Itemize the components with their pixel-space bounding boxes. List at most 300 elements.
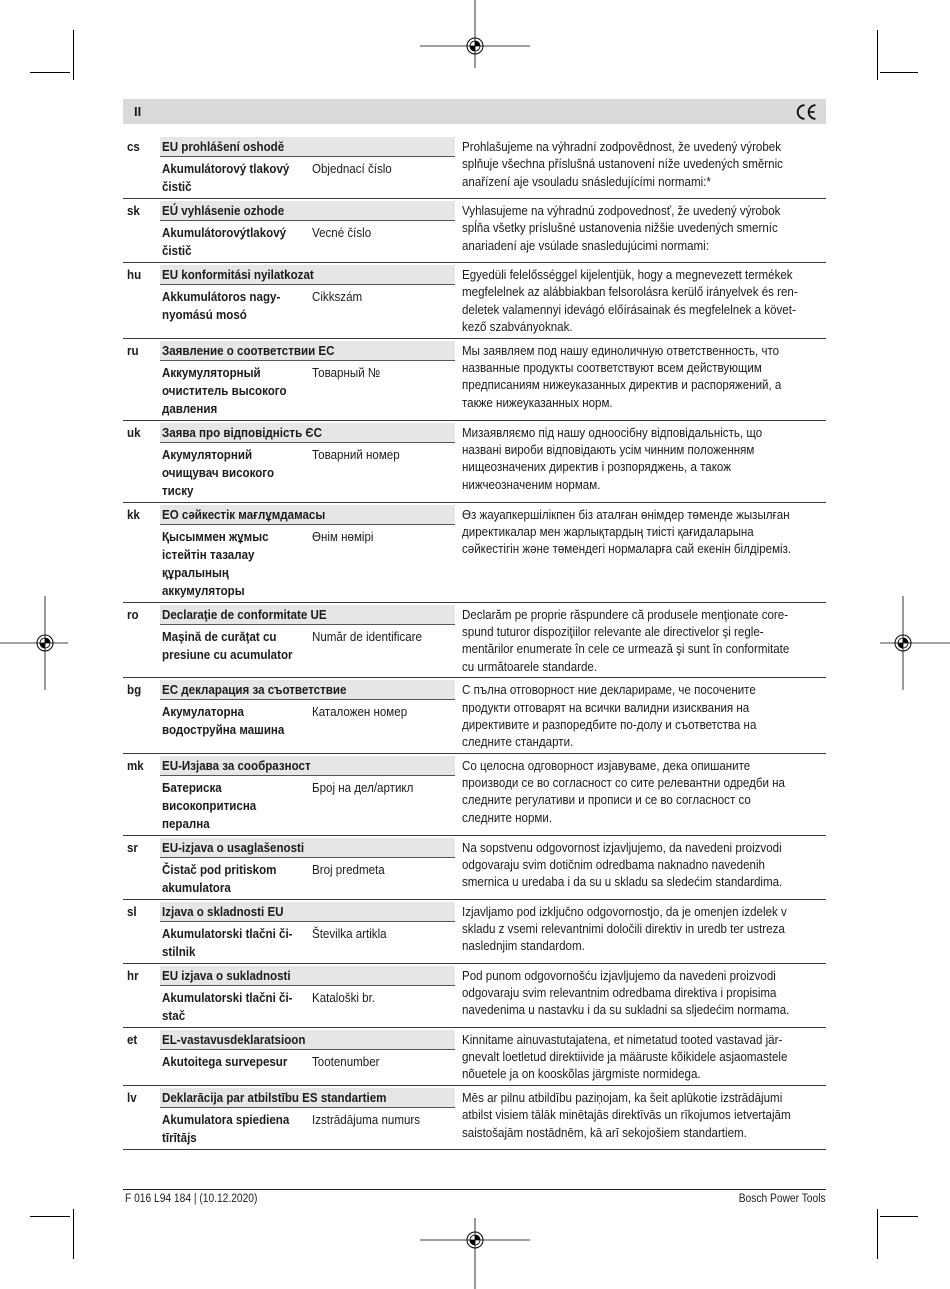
language-code [123,201,160,260]
document-number-text: F 016 L94 184 | (10.12.2020) [125,1193,258,1205]
statement-text: сәйкестігін және төмендегі нормаларға сай екенін білдіреміз. [462,541,792,557]
product-name-line [162,1111,312,1129]
declaration-title [160,423,455,443]
statement-line [462,523,826,540]
item-number-label-text: Tootenumber [312,1053,380,1069]
item-number-label-text: Cikkszám [312,289,363,304]
product-name-text: Čistač pod pritiskom [162,861,277,877]
statement-text: Мизаявляємо під нашу одноосібну відповідальність, що [462,424,763,440]
declaration-title [160,605,455,625]
language-code-text: hu [127,267,142,282]
item-number-label-text: Каталожен номер [312,704,408,720]
ce-mark-icon [794,103,818,121]
language-code [123,341,160,418]
product-name-text: nyomású mosó [162,307,247,322]
statement-line [462,219,826,236]
statement-text: odgovaraju svim relevantnim odredbama direktiva i propisima [462,985,777,1001]
product-name-text: Akumulátorovýtlakový [162,225,287,240]
product-name-line [162,224,312,242]
statement-text: Pod punom odgovornošću izjavljujemo da navedeni proizvodi [462,967,776,983]
product-name-line [162,779,312,797]
language-code [123,756,160,833]
product-name-line [162,815,312,833]
product-name-text: Akumulatora spiediena [162,1111,290,1127]
product-name-line [162,242,312,260]
statement-line [462,424,826,441]
declaration-statement [462,265,826,336]
declaration-title [160,1030,455,1050]
language-code [123,137,160,196]
product-table [160,605,455,676]
product-table [160,341,455,418]
crop-mark-top-right [877,30,878,80]
statement-text: Mēs ar pilnu atbildību paziņojam, ka šeit aplūkotie izstrādājumi [462,1089,783,1105]
language-code-text: ro [127,606,139,622]
statement-line [462,476,826,493]
product-name-line [162,628,312,646]
statement-line [462,606,826,623]
product-name-line [162,989,312,1007]
product-name [160,224,312,260]
language-code-text: sl [127,903,137,919]
product-table [160,1088,455,1147]
item-number-label [312,364,389,418]
footer-rule [123,1189,826,1190]
statement-text: Vyhlasujeme na výhradnú zodpovednosť, že uvedený výrobok [462,203,781,218]
statement-line [462,903,826,920]
statement-text: anařízení aje vsouladu snásledujícími normami:* [462,173,711,189]
product-row [160,779,455,833]
product-name-text: Акумуляторний [162,446,253,462]
declaration-table [123,135,826,1150]
declaration-title-text: EÚ vyhlásenie ozhode [162,203,285,218]
product-name [160,446,312,500]
product-name-text: čistič [162,243,192,258]
declaration-title-text: EU-Изјава за сообразност [162,757,311,773]
item-number-label [312,861,394,897]
language-code-text: uk [127,424,141,440]
declaration-statement [462,423,826,500]
product-name-text: akumulatora [162,879,231,895]
statement-line [462,733,826,750]
statement-line [462,716,826,733]
crop-mark-bottom-left [73,1209,74,1259]
statement-text: kező szabványoknak. [462,319,573,335]
statement-line [462,376,826,393]
item-number-label [312,703,419,739]
statement-line [462,237,826,254]
statement-text: нищеозначених директив і розпоряджень, а також [462,459,731,475]
product-name-line [162,925,312,943]
product-name-line [162,160,312,178]
statement-line [462,202,826,219]
declaration-section-ro [123,603,826,679]
declaration-title [160,838,455,858]
product-row [160,989,455,1025]
language-code [123,265,160,336]
statement-line [462,640,826,657]
statement-text: следните стандарти. [462,734,574,750]
statement-line [462,699,826,716]
product-name-line [162,288,312,306]
crop-mark-bottom-right [880,1216,918,1217]
statement-text: splňuje všechna příslušná ustanovení níže uvedených směrnic [462,156,783,172]
statement-text: Мы заявляем под нашу единоличную ответственность, что [462,342,780,358]
product-name-line [162,721,312,739]
item-number-label [312,925,396,961]
statement-text: также нижеуказанных норм. [462,394,613,410]
product-name-line [162,464,312,482]
declaration-title [160,505,455,525]
declaration-section-mk [123,754,826,836]
language-code-text: cs [127,139,140,154]
product-row [160,925,455,961]
product-name [160,364,312,418]
statement-line [462,540,826,557]
declaration-title-text: EU prohlášení oshodě [162,139,285,154]
statement-text: Prohlašujeme na výhradní zodpovědnost, že uvedený výrobek [462,139,782,154]
product-name-line [162,446,312,464]
product-name-text: Akumulátorový tlakový [162,161,290,176]
statement-line [462,873,826,890]
statement-text: nõuetele ja on kooskõlas järgmiste normidega. [462,1066,701,1082]
product-name-line [162,943,312,961]
product-name-text: істейтін тазалау [162,546,255,562]
product-row [160,1111,455,1147]
product-name [160,160,312,196]
product-name-line [162,528,312,546]
product-name-text: перална [162,815,210,831]
item-number-label [312,528,381,600]
declaration-statement [462,756,826,833]
language-code [123,902,160,961]
item-number-label [312,288,368,324]
item-number-label [312,1111,433,1147]
declaration-title [160,137,455,157]
product-name-line [162,306,312,324]
statement-line [462,791,826,808]
declaration-section-uk [123,421,826,503]
declaration-title-text: Заявление о соответствии ЕС [162,342,335,358]
declaration-title [160,1088,455,1108]
declaration-title-text: EU-izjava o usaglašenosti [162,839,305,855]
statement-line [462,155,826,172]
product-name-line [162,1007,312,1025]
statement-line [462,1089,826,1106]
statement-text: spĺňa všetky príslušné ustanovenia nižšie uvedených smerníc [462,220,778,236]
product-name-line [162,797,312,815]
product-row [160,288,455,324]
statement-text: производи се во согласност со сите релевантни одредби на [462,775,785,791]
document-number [125,1192,274,1206]
item-number-label-text: Kataloški br. [312,989,376,1005]
declaration-title [160,341,455,361]
statement-text: директикалар мен жарлықтардың тиісті қағидаларына [462,523,754,539]
statement-line [462,1124,826,1141]
product-name [160,989,312,1025]
statement-text: названі вироби відповідають усім чинним положенням [462,441,755,457]
statement-line [462,394,826,411]
statement-text: директивите и разпоредбите по-долу и съответства на [462,716,757,732]
product-row [160,628,455,664]
declaration-title [160,201,455,221]
statement-line [462,1031,826,1048]
crop-mark-bottom-left [30,1216,70,1217]
product-name-text: presiune cu acumulator [162,646,293,662]
statement-line [462,1048,826,1065]
item-number-label-text: Izstrādājuma numurs [312,1111,421,1127]
declaration-title-text: EL-vastavusdeklaratsioon [162,1031,306,1047]
product-name-line [162,1053,312,1071]
item-number-label-text: Өнім нөмірі [312,528,374,544]
language-code [123,1030,160,1083]
product-name-text: водоструйна машина [162,722,285,738]
statement-text: Izjavljamo pod izključno odgovornostjo, da je omenjen izdelek v [462,903,787,919]
product-name-text: аккумуляторы [162,582,245,598]
registration-mark-right [860,588,950,698]
language-code-text: ru [127,342,139,358]
language-code [123,505,160,600]
product-table [160,423,455,500]
statement-text: Declarăm pe proprie răspundere că produsele menţionate core- [462,606,789,622]
declaration-title-text: EU konformitási nyilatkozat [162,267,314,282]
product-table [160,201,455,260]
product-row [160,703,455,739]
statement-text: megfelelnek az alábbiakban felsorolásra kerülő irányelvek és ren- [462,284,798,300]
language-code-text: lv [127,1089,137,1105]
statement-text: cu următoarele standarde. [462,658,598,674]
declaration-section-et [123,1028,826,1086]
crop-mark-top-left [73,30,74,80]
statement-text: Na sopstvenu odgovornost izjavljujemo, da navedeni proizvodi [462,839,782,855]
language-code-text: bg [127,682,142,698]
item-number-label-text: Товарный № [312,364,381,380]
statement-text: Өз жауапкершілікпен біз аталған өнімдер төменде жызылған [462,506,790,522]
statement-line [462,967,826,984]
product-name-text: stilnik [162,943,196,959]
declaration-section-bg [123,678,826,754]
product-name-text: tīrītājs [162,1129,197,1145]
statement-line [462,623,826,640]
language-code [123,1088,160,1147]
item-number-label-text: Број на дел/артикл [312,779,414,795]
product-table [160,265,455,336]
product-row [160,364,455,418]
statement-text: продукти отговарят на всички валидни изисквания на [462,699,750,715]
product-name-line [162,703,312,721]
page-header [123,99,826,124]
product-name-text: Akutoitega survepesur [162,1053,288,1069]
statement-text: odgovaraju svim dotičnim odredbama naknadno navedenih [462,857,765,873]
statement-text: Kinnitame ainuvastutajatena, et nimetatud tooted vastavad jär- [462,1031,783,1047]
statement-text: названные продукты соответствуют всем действующим [462,359,762,375]
statement-line [462,1001,826,1018]
statement-text: следните регулативи и прописи и се во согласност со [462,792,751,808]
statement-text: предписаниям нижеуказанных директив и распоряжений, а [462,377,782,393]
statement-text: Со целосна одговорност изјавуваме, дека опишаните [462,757,751,773]
product-name [160,925,312,961]
item-number-label [312,160,402,196]
product-name-text: Akumulatorski tlačni či- [162,925,293,941]
declaration-title-text: Izjava o skladnosti EU [162,903,284,919]
statement-line [462,809,826,826]
declaration-title-text: Declaraţie de conformitate UE [162,606,327,622]
statement-text: atbilst visiem tālāk minētajās direktīvās un rīkojumos ietvertajām [462,1107,791,1123]
statement-line [462,266,826,283]
statement-line [462,1065,826,1082]
statement-text: anariadení aje vsúlade snasledujúcimi normami: [462,237,709,253]
statement-line [462,920,826,937]
product-name [160,861,312,897]
declaration-section-hu [123,263,826,339]
product-name-line [162,564,312,582]
product-row [160,861,455,897]
statement-line [462,984,826,1001]
item-number-label [312,224,379,260]
product-table [160,137,455,196]
item-number-label [312,446,411,500]
product-table [160,966,455,1025]
statement-text: spund tuturor dispoziţiilor relevante ale directivelor şi regle- [462,623,764,639]
declaration-statement [462,966,826,1025]
statement-line [462,359,826,376]
product-name-line [162,364,312,382]
language-code-text: sk [127,203,140,218]
declaration-section-sk [123,199,826,263]
product-name [160,288,312,324]
declaration-section-kk [123,503,826,603]
product-name-text: очищувач високого [162,464,275,480]
declaration-title-text: Заява про відповідність ЄС [162,424,323,440]
statement-text: С пълна отговорност ние декларираме, че посочените [462,682,756,698]
statement-line [462,681,826,698]
product-row [160,528,455,600]
product-name-text: Maşină de curăţat cu [162,628,277,644]
item-number-label [312,989,383,1025]
statement-line [462,757,826,774]
item-number-label-text: Număr de identificare [312,628,422,644]
item-number-label-text: Vecné číslo [312,225,372,240]
product-name [160,628,312,664]
declaration-title-text: EU izjava o sukladnosti [162,967,291,983]
statement-line [462,342,826,359]
product-table [160,902,455,961]
statement-text: smernica u uredaba i da su u skladu sa sledećim standardima. [462,874,783,890]
product-name-line [162,646,312,664]
item-number-label [312,779,426,833]
registration-mark-bottom [415,1205,535,1289]
declaration-statement [462,838,826,897]
product-name [160,703,312,739]
language-code-text: et [127,1031,138,1047]
declaration-section-hr [123,964,826,1028]
product-name-line [162,482,312,500]
statement-line [462,658,826,675]
declaration-statement [462,605,826,676]
product-table [160,756,455,833]
statement-text: navedenima u nastavku i da su sukladni sa sljedećim normama. [462,1002,790,1018]
product-name-text: Akkumulátoros nagy- [162,289,281,304]
statement-text: следните норми. [462,809,553,825]
product-name-text: Қысыммен жұмыс [162,528,269,544]
statement-line [462,318,826,335]
language-code [123,605,160,676]
statement-line [462,1106,826,1123]
product-name-text: тиску [162,482,194,498]
product-table [160,1030,455,1083]
statement-line [462,774,826,791]
statement-line [462,441,826,458]
declaration-title-text: ЕС декларация за съответствие [162,682,347,698]
item-number-label-text: Broj predmeta [312,861,385,877]
statement-text: naslednjim standardom. [462,938,585,954]
product-name-text: Akumulatorski tlačni či- [162,989,293,1005]
declaration-statement [462,341,826,418]
crop-mark-top-right [880,72,918,73]
statement-text: deletek valamennyi idevágó előírásainak és megfelelnek a követ- [462,301,796,317]
publisher [728,1192,826,1206]
product-row [160,446,455,500]
product-table [160,680,455,751]
product-name-text: очиститель высокого [162,382,287,398]
language-code [123,966,160,1025]
product-name-text: Аккумуляторный [162,364,261,380]
product-name-text: Акумулаторна [162,704,244,720]
statement-text: нижчеозначеним нормам. [462,476,601,492]
statement-text: gnevalt loetletud direktiivide ja määruste kõikidele asjaomastele [462,1049,788,1065]
product-row [160,224,455,260]
product-table [160,838,455,897]
statement-line [462,458,826,475]
page-number: II [134,104,142,119]
statement-line [462,856,826,873]
statement-line [462,173,826,190]
product-name-line [162,879,312,897]
publisher-text: Bosch Power Tools [739,1193,826,1205]
product-name-line [162,1129,312,1147]
declaration-section-sr [123,836,826,900]
declaration-statement [462,1030,826,1083]
declaration-title [160,680,455,700]
language-code-text: sr [127,839,138,855]
statement-line [462,839,826,856]
product-row [160,1053,455,1071]
language-code-text: mk [127,757,144,773]
declaration-title [160,966,455,986]
statement-text: mentărilor enumerate în cele ce urmează şi sunt în conformitate [462,641,790,657]
declaration-statement [462,902,826,961]
product-name-text: stač [162,1007,186,1023]
language-code [123,838,160,897]
statement-text: saistošajām nostādnēm, kā arī sekojošiem standartiem. [462,1124,747,1140]
item-number-label [312,1053,388,1071]
declaration-statement [462,201,826,260]
declaration-statement [462,680,826,751]
statement-line [462,138,826,155]
language-code [123,423,160,500]
product-name-line [162,582,312,600]
product-name-line [162,178,312,196]
statement-line [462,283,826,300]
crop-mark-top-left [30,72,70,73]
language-code-text: hr [127,967,139,983]
item-number-label [312,628,436,664]
product-name-line [162,400,312,418]
declaration-section-sl [123,900,826,964]
product-name-text: давления [162,400,218,416]
product-name-text: високопритисна [162,797,257,813]
crop-mark-bottom-right [877,1209,878,1259]
